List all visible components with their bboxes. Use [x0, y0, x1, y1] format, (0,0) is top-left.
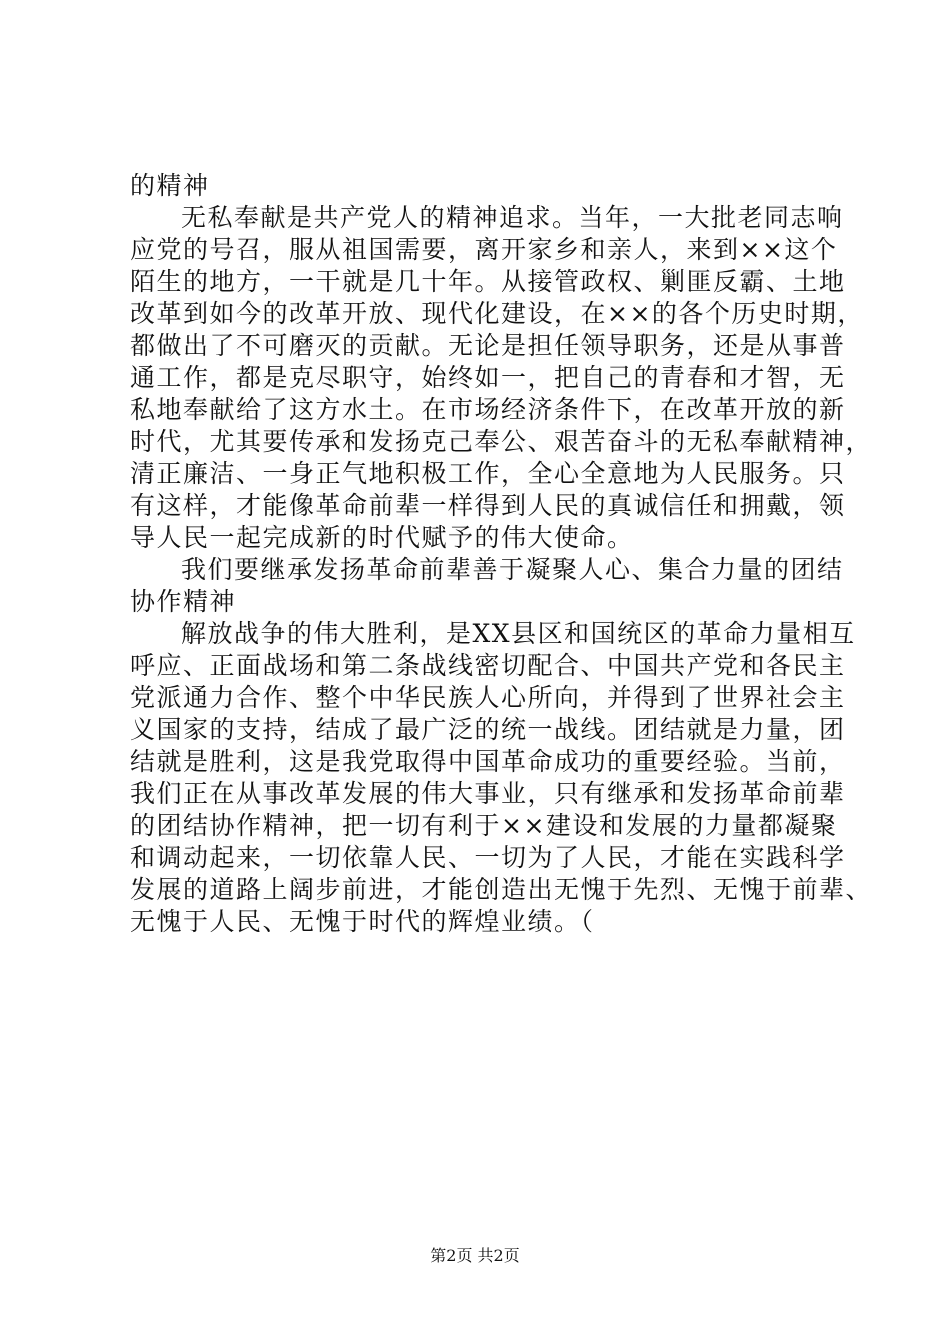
text-line: 应党的号召，服从祖国需要，离开家乡和亲人，来到××这个	[130, 235, 838, 264]
text-line: 的精神	[130, 171, 210, 200]
text-line: 私地奉献给了这方水土。在市场经济条件下，在改革开放的新	[130, 395, 846, 424]
section-heading-line: 协作精神	[130, 587, 237, 616]
text-line: 和调动起来，一切依靠人民、一切为了人民，才能在实践科学	[130, 843, 846, 872]
text-line: 党派通力合作、整个中华民族人心所向，并得到了世界社会主	[130, 683, 846, 712]
text-line: 导人民一起完成新的时代赋予的伟大使命。	[130, 523, 634, 552]
section-heading-line: 我们要继承发扬革命前辈善于凝聚人心、集合力量的团结	[181, 555, 844, 584]
text-line: 结就是胜利，这是我党取得中国革命成功的重要经验。当前，	[130, 747, 846, 776]
text-line: 陌生的地方，一干就是几十年。从接管政权、剿匪反霸、土地	[130, 267, 846, 296]
text-line: 改革到如今的改革开放、现代化建设，在××的各个历史时期，	[130, 299, 864, 328]
text-line: 都做出了不可磨灭的贡献。无论是担任领导职务，还是从事普	[130, 331, 846, 360]
text-line: 无愧于人民、无愧于时代的辉煌业绩。（	[130, 907, 595, 936]
page-footer: 第2页 共2页	[430, 1246, 520, 1265]
text-line: 的团结协作精神，把一切有利于××建设和发展的力量都凝聚	[130, 811, 838, 840]
text-line: 通工作，都是克尽职守，始终如一，把自己的青春和才智，无	[130, 363, 846, 392]
text-line: 义国家的支持，结成了最广泛的统一战线。团结就是力量，团	[130, 715, 846, 744]
text-line: 时代，尤其要传承和发扬克己奉公、艰苦奋斗的无私奉献精神，	[130, 427, 873, 456]
text-line: 呼应、正面战场和第二条战线密切配合、中国共产党和各民主	[130, 651, 846, 680]
text-line: 我们正在从事改革发展的伟大事业，只有继承和发扬革命前辈	[130, 779, 846, 808]
text-line: 发展的道路上阔步前进，才能创造出无愧于先烈、无愧于前辈、	[130, 875, 873, 904]
text-line: 有这样，才能像革命前辈一样得到人民的真诚信任和拥戴，领	[130, 491, 846, 520]
paragraph-start-line: 解放战争的伟大胜利，是XX县区和国统区的革命力量相互	[181, 619, 856, 648]
paragraph-start-line: 无私奉献是共产党人的精神追求。当年，一大批老同志响	[181, 203, 844, 232]
text-line: 清正廉洁、一身正气地积极工作，全心全意地为人民服务。只	[130, 459, 846, 488]
